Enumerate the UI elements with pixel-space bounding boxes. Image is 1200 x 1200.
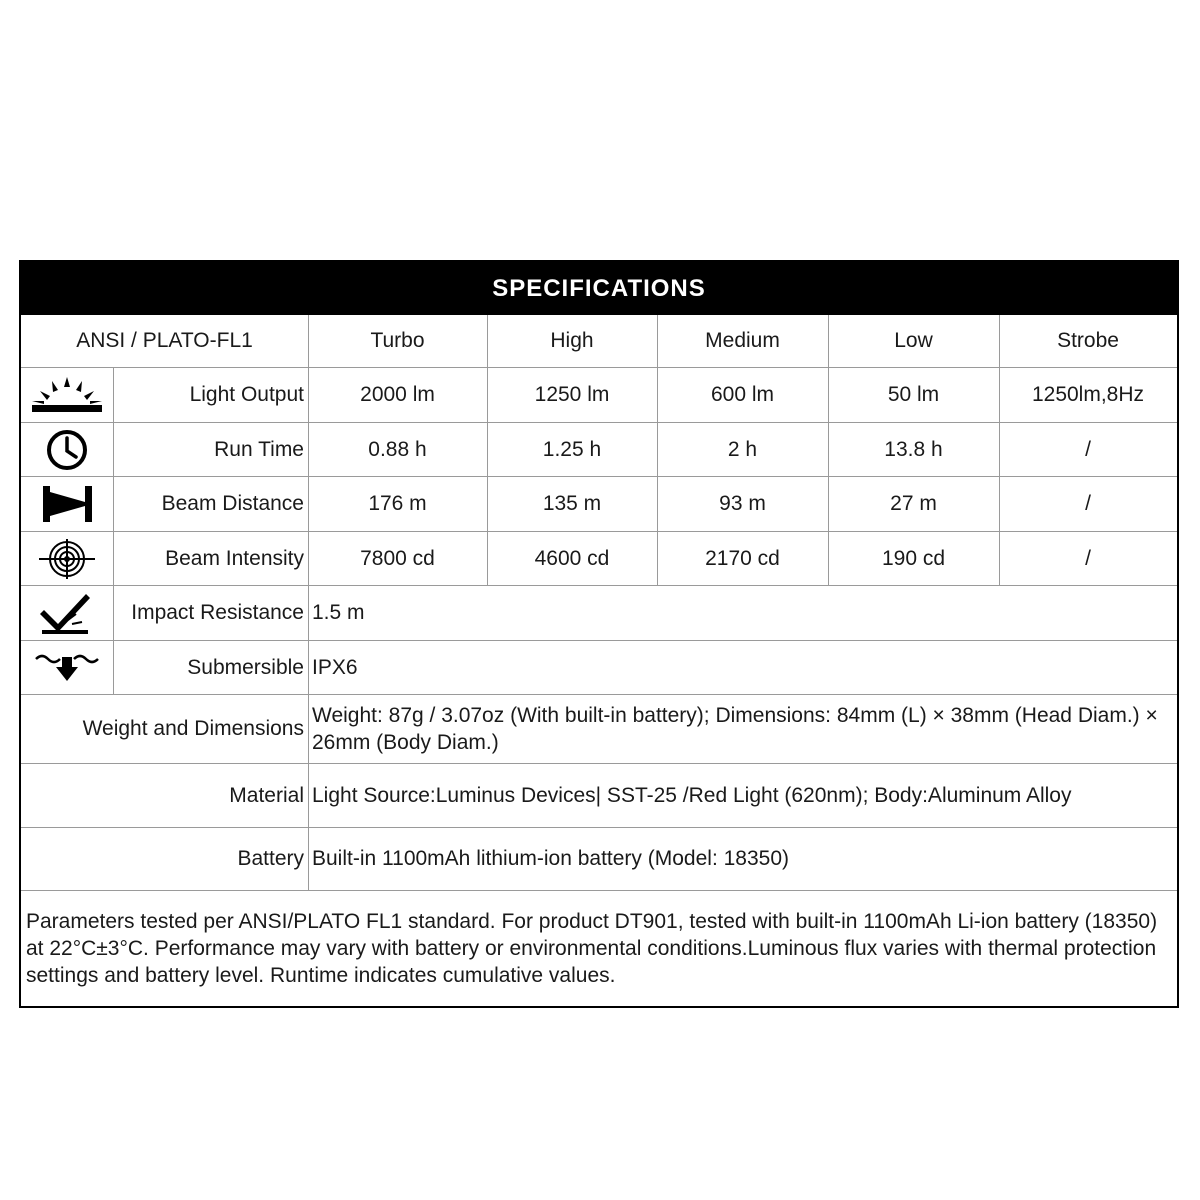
row-divider: [21, 890, 1177, 891]
specifications-table: [19, 260, 1179, 1008]
beam-distance-icon: [21, 477, 113, 531]
beam-distance-low: 27 m: [890, 492, 937, 515]
mode-high: High: [550, 329, 594, 352]
impact-resistance-value: 1.5 m: [312, 601, 365, 624]
mode-medium: Medium: [705, 329, 780, 352]
run-time-high: 1.25 h: [542, 437, 602, 461]
beam-intensity-turbo: 7800 cd: [360, 546, 435, 570]
weight-dimensions-value: Weight: 87g / 3.07oz (With built-in battery); Dimensions: 84mm (L) × 38mm (Head Diam.) × 26mm (Body Diam.): [312, 704, 1158, 754]
run-time-strobe: /: [1085, 437, 1091, 461]
impact-icon: [21, 586, 113, 640]
light-output-strobe: 1250lm,8Hz: [1031, 383, 1145, 406]
light-output-medium: 600 lm: [710, 383, 775, 406]
mode-turbo: Turbo: [370, 329, 425, 352]
mode-strobe: Strobe: [1057, 329, 1119, 352]
battery-value: Built-in 1100mAh lithium-ion battery (Model: 18350): [312, 847, 790, 870]
row-label-beam-distance: Beam Distance: [161, 492, 304, 515]
light-output-turbo: 2000 lm: [360, 383, 435, 406]
row-label-run-time: Run Time: [214, 437, 304, 461]
beam-intensity-low: 190 cd: [881, 546, 946, 570]
row-label-light-output: Light Output: [189, 383, 304, 406]
beam-intensity-medium: 2170 cd: [705, 546, 780, 570]
beam-distance-strobe: /: [1085, 492, 1091, 515]
standard-label: ANSI / PLATO-FL1: [76, 329, 253, 352]
beam-distance-medium: 93 m: [719, 492, 766, 515]
row-label-weight-dimensions: Weight and Dimensions: [82, 717, 304, 740]
test-conditions-note: Parameters tested per ANSI/PLATO FL1 standard. For product DT901, tested with built-in 1100mAh Li-ion battery (18350) at 22°C±3°C. Performance may vary with battery or environmental conditions.Luminous flux varies with thermal protection settings and battery level. Runtime indicates cumulative values.: [26, 910, 1158, 987]
submersible-value: IPX6: [312, 655, 358, 679]
beam-distance-turbo: 176 m: [368, 492, 427, 515]
row-label-impact-resistance: Impact Resistance: [131, 601, 304, 624]
target-icon: [21, 532, 113, 585]
run-time-turbo: 0.88 h: [368, 437, 427, 461]
light-output-icon: [21, 368, 113, 422]
beam-intensity-high: 4600 cd: [534, 546, 610, 570]
beam-distance-high: 135 m: [542, 492, 602, 515]
table-title: SPECIFICATIONS: [21, 262, 1177, 315]
row-label-material: Material: [229, 783, 304, 807]
row-label-battery: Battery: [237, 847, 304, 870]
mode-low: Low: [894, 329, 933, 352]
run-time-medium: 2 h: [727, 437, 758, 461]
clock-icon: [21, 423, 113, 476]
row-label-beam-intensity: Beam Intensity: [165, 546, 304, 570]
row-label-submersible: Submersible: [187, 655, 304, 679]
beam-intensity-strobe: /: [1085, 546, 1091, 570]
light-output-low: 50 lm: [887, 383, 940, 406]
waterproof-icon: [21, 641, 113, 694]
run-time-low: 13.8 h: [884, 437, 943, 461]
light-output-high: 1250 lm: [534, 383, 610, 406]
material-value: Light Source:Luminus Devices| SST-25 /Red Light (620nm); Body:Aluminum Alloy: [312, 783, 1072, 807]
